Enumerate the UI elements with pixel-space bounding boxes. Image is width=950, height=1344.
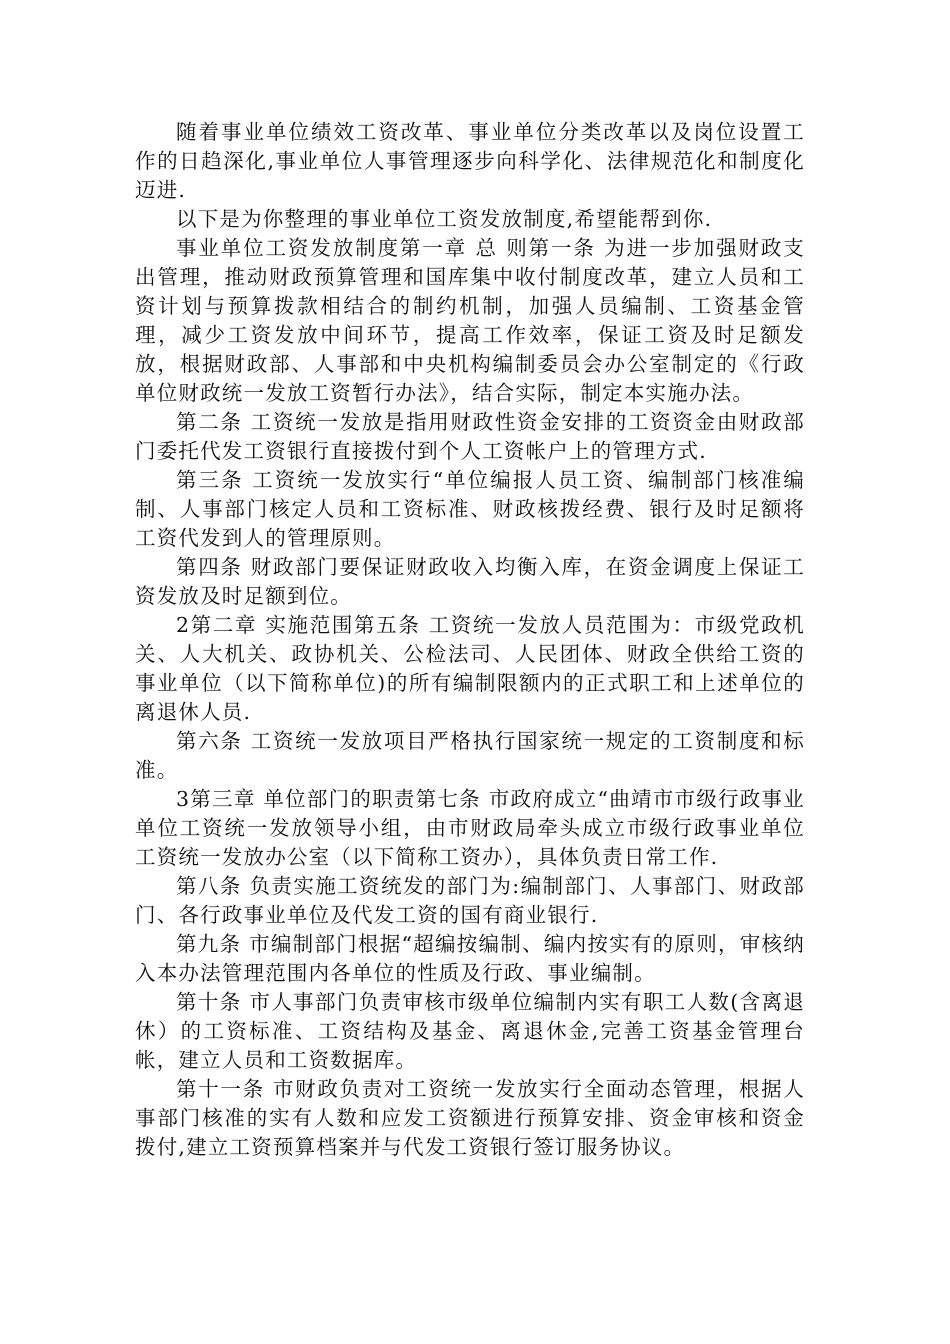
paragraph-article-4: 第四条 财政部门要保证财政收入均衡入库，在资金调度上保证工资发放及时足额到位。	[135, 555, 805, 608]
paragraph-article-10: 第十条 市人事部门负责审核市级单位编制内实有职工人数(含离退休）的工资标准、工资结构及基金、离退休金,完善工资基金管理台帐，建立人员和工资数据库。	[135, 990, 805, 1072]
paragraph-chapter-1-article-1: 事业单位工资发放制度第一章 总 则第一条 为进一步加强财政支出管理，推动财政预算管理和国库集中收付制度改革，建立人员和工资计划与预算拨款相结合的制约机制，加强人员编制、工资基金管理，减少工资发放中间环节，提高工作效率，保证工资及时足额发放，根据财政部、人事部和中央机构编制委员会办公室制定的《行政单位财政统一发放工资暂行办法》，结合实际，制定本实施办法。	[135, 236, 805, 405]
paragraph-chapter-3-article-7: 3第三章 单位部门的职责第七条 市政府成立“曲靖市市级行政事业单位工资统一发放领导小组，由市财政局牵头成立市级行政事业单位工资统一发放办公室（以下简称工资办），具体负责日常工作.	[135, 787, 805, 869]
paragraph-summary: 以下是为你整理的事业单位工资发放制度,希望能帮到你.	[176, 207, 713, 231]
paragraph-intro: 随着事业单位绩效工资改革、事业单位分类改革以及岗位设置工作的日趋深化,事业单位人事管理逐步向科学化、法律规范化和制度化迈进.	[135, 120, 805, 202]
paragraph-article-3: 第三条 工资统一发放实行“单位编报人员工资、编制部门核准编制、人事部门核定人员和工资标准、财政核拨经费、银行及时足额将工资代发到人的管理原则。	[135, 468, 805, 550]
paragraph-article-6: 第六条 工资统一发放项目严格执行国家统一规定的工资制度和标准。	[135, 729, 805, 782]
paragraph-article-11: 第十一条 市财政负责对工资统一发放实行全面动态管理，根据人事部门核准的实有人数和应发工资额进行预算安排、资金审核和资金拨付,建立工资预算档案并与代发工资银行签订服务协议。	[135, 1077, 805, 1159]
document-body	[135, 118, 805, 1162]
paragraph-article-9: 第九条 市编制部门根据“超编按编制、编内按实有的原则，审核纳入本办法管理范围内各单位的性质及行政、事业编制。	[135, 932, 805, 985]
paragraph-article-2: 第二条 工资统一发放是指用财政性资金安排的工资资金由财政部门委托代发工资银行直接拨付到个人工资帐户上的管理方式.	[135, 410, 805, 463]
paragraph-article-8: 第八条 负责实施工资统发的部门为:编制部门、人事部门、财政部门、各行政事业单位及代发工资的国有商业银行.	[135, 874, 805, 927]
paragraph-chapter-2-article-5: 2第二章 实施范围第五条 工资统一发放人员范围为：市级党政机关、人大机关、政协机关、公检法司、人民团体、财政全供给工资的事业单位（以下简称单位)的所有编制限额内的正式职工和上述单位的离退休人员.	[135, 613, 805, 724]
